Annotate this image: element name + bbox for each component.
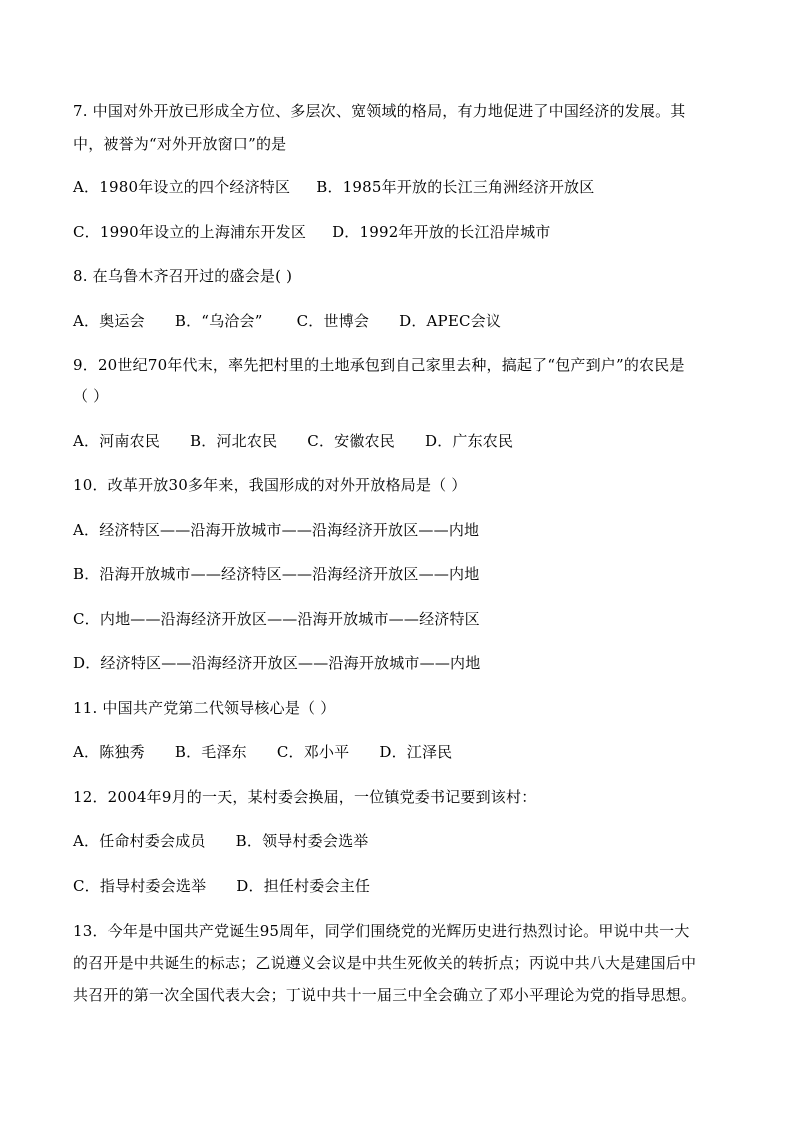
question-9-option-d: D．广东农民 (424, 432, 514, 450)
question-7-options-row-2 (73, 222, 550, 242)
question-7-option-a: A．1980年设立的四个经济特区 (73, 178, 291, 196)
question-9-option-a: A．河南农民 (73, 432, 161, 450)
question-7-stem-line-1: 7. 中国对外开放已形成全方位、多层次、宽领域的格局，有力地促进了中国经济的发展。其 (73, 102, 686, 120)
question-10-option-b: B．沿海开放城市——经济特区——沿海经济开放区——内地 (73, 565, 480, 583)
question-10-stem: 10．改革开放30多年来，我国形成的对外开放格局是（ ） (73, 476, 467, 494)
question-11-option-b: B．毛泽东 (174, 743, 247, 761)
question-11-options-row (73, 742, 452, 762)
question-8-option-c: C．世博会 (296, 312, 370, 330)
question-12-stem: 12．2004年9月的一天，某村委会换届，一位镇党委书记要到该村： (73, 788, 537, 806)
question-11-option-d: D．江泽民 (379, 743, 453, 761)
question-10-option-d: D．经济特区——沿海经济开放区——沿海开放城市——内地 (73, 654, 481, 672)
question-12-option-a: A．任命村委会成员 (73, 832, 206, 850)
question-8-option-b: B．“乌洽会” (174, 312, 263, 330)
question-8-options-row (73, 311, 501, 331)
question-12-option-c: C．指导村委会选举 (73, 877, 207, 895)
question-11-stem: 11. 中国共产党第二代领导核心是（ ） (73, 699, 336, 717)
question-8-stem: 8. 在乌鲁木齐召开过的盛会是( ) (73, 267, 293, 285)
question-13-stem-line-2: 的召开是中共诞生的标志；乙说遵义会议是中共生死攸关的转折点；丙说中共八大是建国后中 (73, 954, 697, 972)
question-7-option-c: C．1990年设立的上海浦东开发区 (73, 223, 307, 241)
question-9-stem-line-1: 9．20世纪70年代末，率先把村里的土地承包到自己家里去种，搞起了“包产到户”的农民是 (73, 356, 685, 374)
question-12-options-row-2 (73, 876, 370, 896)
question-10-option-a: A．经济特区——沿海开放城市——沿海经济开放区——内地 (73, 521, 480, 539)
question-8-option-d: D．APEC会议 (399, 312, 502, 330)
question-8-option-a: A．奥运会 (73, 312, 145, 330)
question-7-option-d: D．1992年开放的长江沿岸城市 (332, 223, 551, 241)
question-7-stem-line-2: 中，被誉为“对外开放窗口”的是 (73, 135, 287, 153)
question-9-options-row (73, 431, 513, 451)
question-13-stem-line-1: 13．今年是中国共产党诞生95周年，同学们围绕党的光辉历史进行热烈讨论。甲说中共一大 (73, 922, 690, 940)
question-11-option-c: C．邓小平 (276, 743, 350, 761)
question-7-option-b: B．1985年开放的长江三角洲经济开放区 (316, 178, 595, 196)
question-12-option-b: B．领导村委会选举 (235, 832, 369, 850)
question-9-stem-line-2: （ ） (73, 387, 109, 405)
question-12-options-row-1 (73, 831, 368, 851)
question-7-options-row-1 (73, 177, 594, 197)
question-13-stem-line-3: 共召开的第一次全国代表大会；丁说中共十一届三中全会确立了邓小平理论为党的指导思想。 (73, 986, 697, 1004)
question-10-option-c: C．内地——沿海经济开放区——沿海开放城市——经济特区 (73, 610, 480, 628)
question-12-option-d: D．担任村委会主任 (236, 877, 371, 895)
question-9-option-c: C．安徽农民 (307, 432, 395, 450)
question-9-option-b: B．河北农民 (190, 432, 278, 450)
question-11-option-a: A．陈独秀 (73, 743, 145, 761)
